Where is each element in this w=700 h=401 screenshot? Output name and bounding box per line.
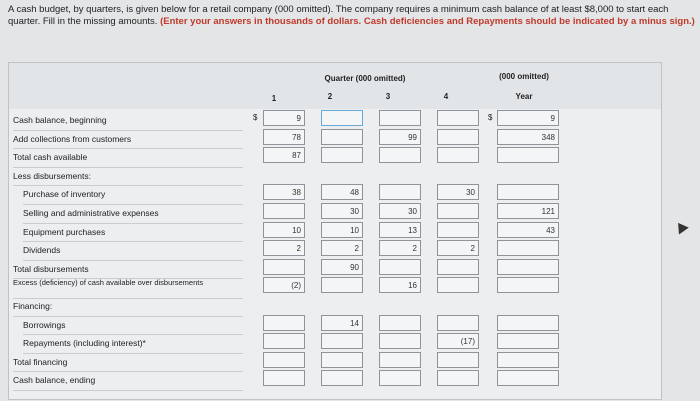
input-year-row-13[interactable]	[497, 352, 559, 368]
row-label-total-cash-available: Total cash available	[13, 148, 243, 168]
input-q1-row-1[interactable]: 78	[263, 129, 305, 145]
cash-budget-table	[8, 62, 662, 400]
dollar-sign-q1: $	[253, 113, 258, 122]
input-q2-row-1[interactable]	[321, 129, 363, 145]
input-q3-row-2[interactable]	[379, 147, 421, 163]
input-q2-row-11[interactable]: 14	[321, 315, 363, 331]
input-q3-row-4[interactable]	[379, 184, 421, 200]
row-label-total-disbursements: Total disbursements	[13, 260, 243, 280]
input-q3-row-6[interactable]: 13	[379, 222, 421, 238]
input-year-row-1[interactable]: 348	[497, 129, 559, 145]
input-year-row-11[interactable]	[497, 315, 559, 331]
input-q2-row-0[interactable]	[321, 110, 363, 126]
row-label-dividends: Dividends	[23, 241, 243, 261]
problem-text: A cash budget, by quarters, is given below for a retail company (000 omitted). The company requires a minimum cash balance of at least $8,000 to start each quarter. Fill in the missing amounts.	[8, 4, 669, 27]
input-q1-row-7[interactable]: 2	[263, 240, 305, 256]
problem-instruction: (Enter your answers in thousands of dollars. Cash deficiencies and Repayments should be indicated by a minus sign.)	[160, 16, 695, 27]
input-q3-row-1[interactable]: 99	[379, 129, 421, 145]
input-year-row-7[interactable]	[497, 240, 559, 256]
row-label-less-disbursements: Less disbursements:	[13, 167, 243, 187]
year-header-top: (000 omitted)	[499, 72, 549, 81]
input-q2-row-7[interactable]: 2	[321, 240, 363, 256]
input-q3-row-12[interactable]	[379, 333, 421, 349]
input-q2-row-4[interactable]: 48	[321, 184, 363, 200]
input-q4-row-7[interactable]: 2	[437, 240, 479, 256]
table-header	[9, 63, 661, 109]
input-q4-row-4[interactable]: 30	[437, 184, 479, 200]
input-q3-row-14[interactable]	[379, 370, 421, 386]
input-q3-row-8[interactable]	[379, 259, 421, 275]
row-label-financing: Financing:	[13, 297, 243, 317]
input-q3-row-11[interactable]	[379, 315, 421, 331]
input-q1-row-12[interactable]	[263, 333, 305, 349]
row-label-equipment-purchases: Equipment purchases	[23, 223, 243, 243]
dollar-sign-year: $	[488, 113, 493, 122]
row-label-collections: Add collections from customers	[13, 130, 243, 150]
input-q1-row-11[interactable]	[263, 315, 305, 331]
input-q1-row-5[interactable]	[263, 203, 305, 219]
year-header: Year	[515, 92, 533, 101]
col-header-3: 3	[385, 92, 391, 101]
input-q4-row-1[interactable]	[437, 129, 479, 145]
input-q1-row-9[interactable]: (2)	[263, 277, 305, 293]
input-q3-row-0[interactable]	[379, 110, 421, 126]
input-q1-row-4[interactable]: 38	[263, 184, 305, 200]
input-year-row-9[interactable]	[497, 277, 559, 293]
problem-prompt	[8, 4, 696, 28]
col-header-4: 4	[443, 92, 449, 101]
input-q4-row-2[interactable]	[437, 147, 479, 163]
input-q4-row-13[interactable]	[437, 352, 479, 368]
input-q4-row-12[interactable]: (17)	[437, 333, 479, 349]
input-year-row-5[interactable]: 121	[497, 203, 559, 219]
row-label-repayments: Repayments (including interest)*	[23, 334, 243, 354]
input-q2-row-13[interactable]	[321, 352, 363, 368]
input-q2-row-14[interactable]	[321, 370, 363, 386]
input-q4-row-9[interactable]	[437, 277, 479, 293]
input-q1-row-8[interactable]	[263, 259, 305, 275]
input-q4-row-14[interactable]	[437, 370, 479, 386]
row-label-borrowings: Borrowings	[23, 316, 243, 336]
input-q4-row-8[interactable]	[437, 259, 479, 275]
col-header-2: 2	[327, 92, 333, 101]
input-q3-row-13[interactable]	[379, 352, 421, 368]
input-year-row-14[interactable]	[497, 370, 559, 386]
input-q1-row-6[interactable]: 10	[263, 222, 305, 238]
row-label-cash-balance-ending: Cash balance, ending	[13, 371, 243, 391]
input-year-row-8[interactable]	[497, 259, 559, 275]
row-label-total-financing: Total financing	[13, 353, 243, 373]
input-q1-row-13[interactable]	[263, 352, 305, 368]
row-label-selling-admin: Selling and administrative expenses	[23, 204, 243, 224]
input-q2-row-5[interactable]: 30	[321, 203, 363, 219]
input-q3-row-9[interactable]: 16	[379, 277, 421, 293]
input-q4-row-0[interactable]	[437, 110, 479, 126]
input-q4-row-6[interactable]	[437, 222, 479, 238]
col-header-1: 1	[271, 94, 277, 103]
input-q4-row-11[interactable]	[437, 315, 479, 331]
input-year-row-4[interactable]	[497, 184, 559, 200]
row-label-cash-balance-beginning: Cash balance, beginning	[13, 111, 243, 131]
input-q1-row-14[interactable]	[263, 370, 305, 386]
input-q2-row-2[interactable]	[321, 147, 363, 163]
mouse-cursor-icon	[673, 219, 689, 234]
input-q3-row-7[interactable]: 2	[379, 240, 421, 256]
input-q1-row-0[interactable]: 9	[263, 110, 305, 126]
input-q2-row-9[interactable]	[321, 277, 363, 293]
input-year-row-6[interactable]: 43	[497, 222, 559, 238]
input-year-row-12[interactable]	[497, 333, 559, 349]
input-q2-row-12[interactable]	[321, 333, 363, 349]
row-label-purchase-inventory: Purchase of inventory	[23, 185, 243, 205]
input-q2-row-8[interactable]: 90	[321, 259, 363, 275]
input-q2-row-6[interactable]: 10	[321, 222, 363, 238]
input-year-row-2[interactable]	[497, 147, 559, 163]
input-q4-row-5[interactable]	[437, 203, 479, 219]
input-q1-row-2[interactable]: 87	[263, 147, 305, 163]
row-label-excess-deficiency: Excess (deficiency) of cash available over disbursements	[13, 278, 243, 299]
input-q3-row-5[interactable]: 30	[379, 203, 421, 219]
quarter-header: Quarter (000 omitted)	[324, 74, 406, 83]
input-year-row-0[interactable]: 9	[497, 110, 559, 126]
